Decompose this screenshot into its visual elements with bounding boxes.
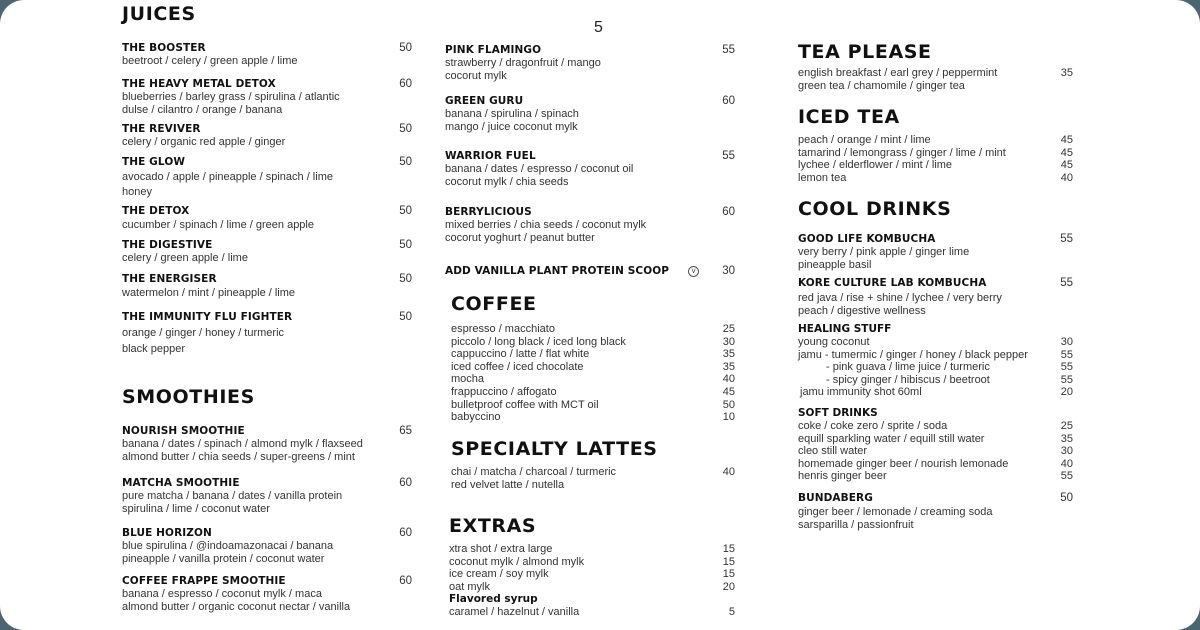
item-price: 50 bbox=[399, 311, 412, 323]
price-row: frappuccino / affogato 45 bbox=[451, 385, 735, 398]
price-row: homemade ginger beer / nourish lemonade 40 bbox=[798, 457, 1073, 470]
item-price: 50 bbox=[399, 42, 412, 54]
lattes-list bbox=[451, 466, 735, 491]
addon-name: ADD VANILLA PLANT PROTEIN SCOOP bbox=[445, 265, 670, 277]
item-name: GOOD LIFE KOMBUCHA bbox=[798, 233, 936, 245]
price-row: equill sparkling water / equill still water 35 bbox=[798, 432, 1073, 445]
item-price: 60 bbox=[722, 206, 735, 218]
menu-item bbox=[122, 575, 412, 614]
item-desc: honey bbox=[122, 186, 152, 198]
item-name: THE DIGESTIVE bbox=[122, 239, 213, 251]
protein-addon bbox=[445, 265, 735, 278]
item-name: THE GLOW bbox=[122, 156, 186, 168]
item-desc: ginger beer / lemonade / creaming soda bbox=[798, 506, 993, 518]
item-desc: pure matcha / banana / dates / vanilla protein bbox=[122, 490, 343, 502]
price-row: young coconut 30 bbox=[798, 336, 1073, 348]
item-desc: banana / dates / spinach / almond mylk / flaxseed bbox=[122, 438, 363, 450]
item-desc: almond butter / organic coconut nectar / vanilla bbox=[122, 601, 351, 613]
price-row: peach / orange / mint / lime 45 bbox=[798, 134, 1073, 146]
item-desc: red java / rise + shine / lychee / very berry bbox=[798, 292, 1002, 304]
menu-item bbox=[798, 492, 1073, 532]
item-desc: banana / dates / espresso / coconut oil bbox=[445, 163, 634, 175]
menu-item bbox=[122, 78, 412, 117]
price-row: - spicy ginger / hibiscus / beetroot 55 bbox=[826, 373, 1073, 386]
menu-item bbox=[122, 156, 412, 199]
price-row: red velvet latte / nutella bbox=[451, 478, 565, 491]
item-price: 60 bbox=[399, 527, 412, 539]
menu-item bbox=[445, 95, 735, 134]
item-price: 50 bbox=[1060, 492, 1073, 504]
item-name: COFFEE FRAPPE SMOOTHIE bbox=[122, 575, 286, 587]
price-row: - pink guava / lime juice / turmeric 55 bbox=[826, 361, 1073, 374]
item-desc: cocorut mylk bbox=[445, 70, 507, 82]
menu-item bbox=[122, 425, 412, 464]
soft-drinks-title: SOFT DRINKS bbox=[798, 407, 878, 419]
item-price: 60 bbox=[722, 95, 735, 107]
item-desc: celery / green apple / lime bbox=[122, 252, 248, 264]
healing-stuff bbox=[798, 323, 1073, 399]
item-desc: strawberry / dragonfruit / mango bbox=[445, 57, 601, 69]
item-name: THE ENERGISER bbox=[122, 273, 217, 285]
tea-list bbox=[798, 67, 1073, 92]
price-row: espresso / macchiato 25 bbox=[451, 323, 735, 335]
item-price: 50 bbox=[399, 239, 412, 251]
item-price: 50 bbox=[399, 273, 412, 285]
price-row: english breakfast / earl grey / peppermint 35 bbox=[798, 67, 1073, 79]
item-name: THE IMMUNITY FLU FIGHTER bbox=[122, 311, 293, 323]
item-price: 50 bbox=[399, 123, 412, 135]
item-name: THE HEAVY METAL DETOX bbox=[122, 78, 276, 90]
coffee-list bbox=[451, 323, 735, 424]
item-price: 55 bbox=[722, 44, 735, 56]
menu-item bbox=[445, 206, 735, 245]
section-title-cool-drinks: COOL DRINKS bbox=[798, 198, 952, 220]
price-row: xtra shot / extra large 15 bbox=[449, 543, 735, 555]
price-row: caramel / hazelnut / vanilla 5 bbox=[449, 606, 735, 619]
section-title-iced-tea: ICED TEA bbox=[798, 106, 900, 128]
item-name: WARRIOR FUEL bbox=[445, 150, 536, 162]
price-row: iced coffee / iced chocolate 35 bbox=[451, 360, 735, 373]
menu-item bbox=[122, 42, 412, 68]
item-name: BUNDABERG bbox=[798, 492, 873, 504]
item-desc: pineapple / vanilla protein / coconut water bbox=[122, 553, 325, 565]
item-desc: mixed berries / chia seeds / coconut mylk bbox=[445, 219, 647, 231]
item-desc: spirulina / lime / coconut water bbox=[122, 503, 270, 515]
item-desc: dulse / cilantro / orange / banana bbox=[122, 104, 283, 116]
menu-item bbox=[122, 311, 412, 356]
item-price: 55 bbox=[722, 150, 735, 162]
item-price: 65 bbox=[399, 425, 412, 437]
item-price: 50 bbox=[399, 205, 412, 217]
price-row: babyccino 10 bbox=[451, 411, 735, 424]
item-desc: blueberries / barley grass / spirulina / atlantic bbox=[122, 91, 340, 103]
item-desc: very berry / pink apple / ginger lime bbox=[798, 246, 970, 258]
item-name: THE DETOX bbox=[122, 205, 190, 217]
menu-item bbox=[445, 44, 735, 83]
menu-item bbox=[798, 233, 1073, 272]
price-row: chai / matcha / charcoal / turmeric 40 bbox=[451, 466, 735, 478]
price-row: coconut mylk / almond mylk 15 bbox=[449, 555, 735, 568]
price-row: ice cream / soy mylk 15 bbox=[449, 568, 735, 581]
item-desc: peach / digestive wellness bbox=[798, 305, 926, 317]
item-desc: cocorut yoghurt / peanut butter bbox=[445, 232, 595, 244]
healing-stuff-title: HEALING STUFF bbox=[798, 323, 892, 335]
item-desc: black pepper bbox=[122, 343, 185, 355]
price-row: coke / coke zero / sprite / soda 25 bbox=[798, 420, 1073, 432]
item-desc: cocorut mylk / chia seeds bbox=[445, 176, 569, 188]
section-title-juices: JUICES bbox=[122, 3, 196, 25]
section-title-specialty-lattes: SPECIALTY LATTES bbox=[451, 438, 658, 460]
item-price: 60 bbox=[399, 78, 412, 90]
menu-item bbox=[445, 150, 735, 189]
section-title-coffee: COFFEE bbox=[451, 293, 537, 315]
item-name: BLUE HORIZON bbox=[122, 527, 212, 539]
price-row: oat mylk 20 bbox=[449, 580, 735, 593]
item-desc: almond butter / chia seeds / super-greens / mint bbox=[122, 451, 355, 463]
item-desc: pineapple basil bbox=[798, 259, 872, 271]
price-row: mocha 40 bbox=[451, 373, 735, 386]
menu-item bbox=[122, 123, 412, 149]
item-desc: banana / spirulina / spinach bbox=[445, 108, 579, 120]
item-desc: banana / espresso / coconut mylk / maca bbox=[122, 588, 322, 600]
item-name: GREEN GURU bbox=[445, 95, 524, 107]
item-price: 50 bbox=[399, 156, 412, 168]
section-title-extras: EXTRAS bbox=[449, 515, 537, 537]
syrup-heading: Flavored syrup bbox=[449, 593, 538, 606]
item-desc: orange / ginger / honey / turmeric bbox=[122, 327, 285, 339]
price-row: jamu immunity shot 60ml 20 bbox=[800, 386, 1073, 399]
price-row: jamu - tumermic / ginger / honey / black pepper 55 bbox=[798, 348, 1073, 361]
price-row: bulletproof coffee with MCT oil 50 bbox=[451, 398, 735, 411]
item-desc: mango / juice coconut mylk bbox=[445, 121, 578, 133]
price-row: lemon tea 40 bbox=[798, 171, 1073, 184]
menu-item bbox=[122, 273, 412, 300]
extras-list bbox=[449, 543, 735, 619]
item-desc: cucumber / spinach / lime / green apple bbox=[122, 219, 314, 231]
item-desc: beetroot / celery / green apple / lime bbox=[122, 55, 298, 67]
item-name: BERRYLICIOUS bbox=[445, 206, 532, 218]
price-row: piccolo / long black / iced long black 30 bbox=[451, 335, 735, 348]
page-number: 5 bbox=[594, 19, 603, 36]
item-desc: watermelon / mint / pineapple / lime bbox=[122, 287, 296, 299]
item-name: MATCHA SMOOTHIE bbox=[122, 477, 240, 489]
price-row: lychee / elderflower / mint / lime 45 bbox=[798, 159, 1073, 172]
menu-item bbox=[122, 527, 412, 566]
item-name: THE REVIVER bbox=[122, 123, 201, 135]
item-price: 55 bbox=[1060, 277, 1073, 289]
iced-tea-list bbox=[798, 134, 1073, 184]
item-name: THE BOOSTER bbox=[122, 42, 206, 54]
item-name: NOURISH SMOOTHIE bbox=[122, 425, 245, 437]
item-desc: sarsparilla / passionfruit bbox=[798, 519, 914, 531]
item-desc: celery / organic red apple / ginger bbox=[122, 136, 286, 148]
item-desc: blue spirulina / @indoamazonacai / banana bbox=[122, 540, 334, 552]
price-row: cleo still water 30 bbox=[798, 445, 1073, 458]
soft-drinks bbox=[798, 407, 1073, 483]
section-title-smoothies: SMOOTHIES bbox=[122, 386, 255, 408]
addon-price: 30 bbox=[722, 265, 735, 277]
menu-item bbox=[798, 277, 1073, 318]
price-row: cappuccino / latte / flat white 35 bbox=[451, 348, 735, 361]
item-price: 60 bbox=[399, 575, 412, 587]
item-desc: avocado / apple / pineapple / spinach / lime bbox=[122, 171, 333, 183]
menu-item bbox=[122, 239, 412, 265]
price-row: tamarind / lemongrass / ginger / lime / mint 45 bbox=[798, 146, 1073, 159]
price-row: henris ginger beer 55 bbox=[798, 470, 1073, 483]
item-name: PINK FLAMINGO bbox=[445, 44, 542, 56]
menu-item bbox=[122, 205, 412, 232]
menu-item bbox=[122, 477, 412, 516]
item-price: 60 bbox=[399, 477, 412, 489]
item-price: 55 bbox=[1060, 233, 1073, 245]
price-row: green tea / chamomile / ginger tea bbox=[798, 79, 965, 92]
section-title-tea-please: TEA PLEASE bbox=[798, 41, 932, 63]
item-name: KORE CULTURE LAB KOMBUCHA bbox=[798, 277, 987, 289]
vegan-icon: V bbox=[688, 266, 699, 277]
